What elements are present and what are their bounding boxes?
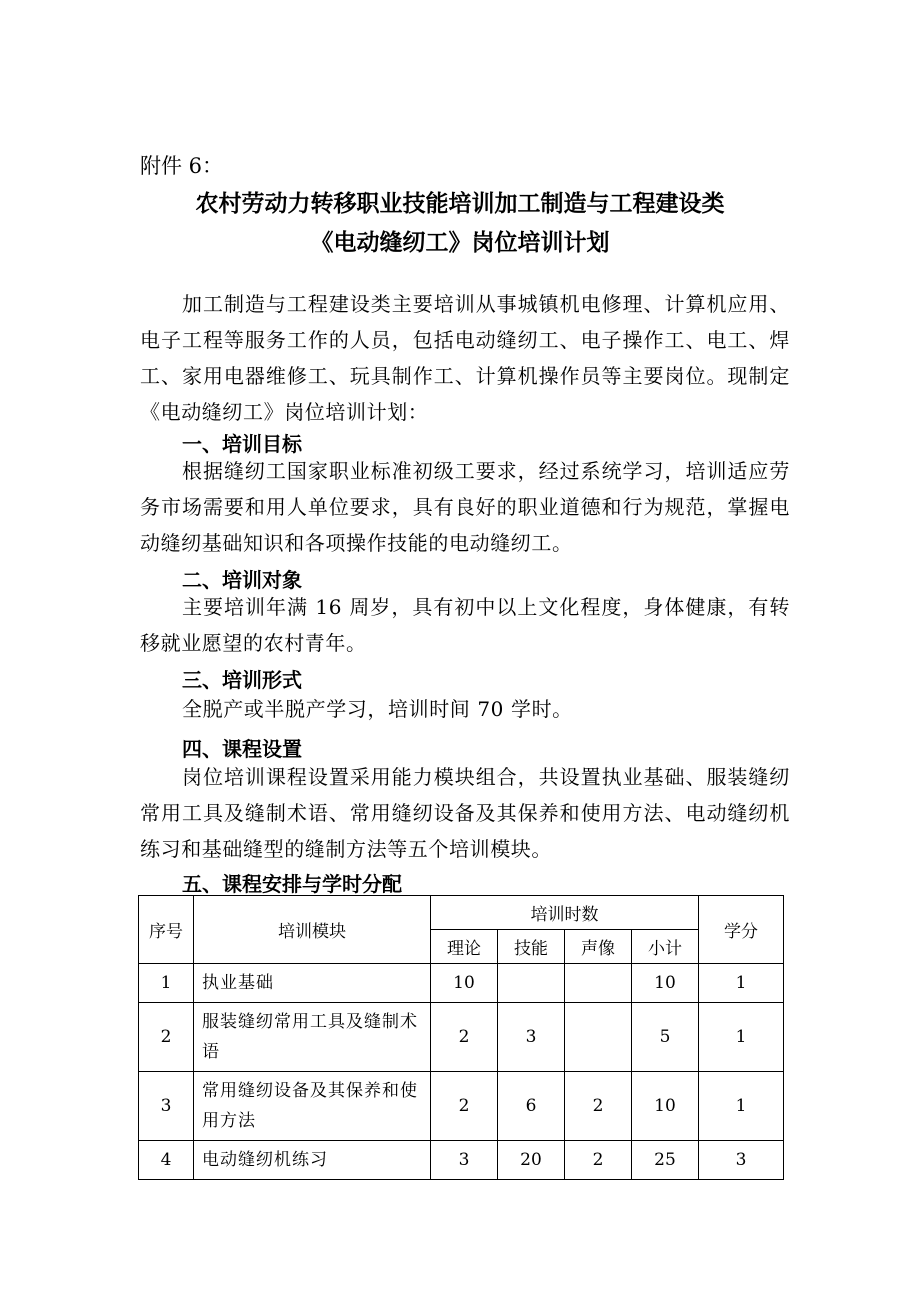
- section-heading-courses: 四、课程设置: [182, 737, 302, 761]
- cell-subtotal: 10: [632, 1072, 699, 1141]
- section-heading-target: 二、培训对象: [182, 568, 302, 592]
- schedule-table: [138, 895, 784, 1180]
- section-heading-schedule: 五、课程安排与学时分配: [182, 872, 402, 896]
- header-subtotal: 小计: [632, 930, 699, 964]
- header-no: 序号: [139, 896, 194, 964]
- cell-module: 常用缝纫设备及其保养和使用方法: [194, 1072, 431, 1141]
- cell-module: 服装缝纫常用工具及缝制术语: [194, 1003, 431, 1072]
- cell-theory: 3: [431, 1141, 498, 1180]
- table-header-row: [139, 896, 784, 930]
- cell-subtotal: 10: [632, 964, 699, 1003]
- cell-skill: [498, 964, 565, 1003]
- cell-module: 电动缝纫机练习: [194, 1141, 431, 1180]
- header-credit: 学分: [699, 896, 784, 964]
- header-module: 培训模块: [194, 896, 431, 964]
- header-av: 声像: [565, 930, 632, 964]
- header-theory: 理论: [431, 930, 498, 964]
- cell-theory: 10: [431, 964, 498, 1003]
- cell-module: 执业基础: [194, 964, 431, 1003]
- cell-no: 4: [139, 1141, 194, 1180]
- section-text-target: 主要培训年满 16 周岁，具有初中以上文化程度，身体健康，有转移就业愿望的农村青年。: [140, 595, 790, 655]
- cell-no: 3: [139, 1072, 194, 1141]
- document-title: 农村劳动力转移职业技能培训加工制造与工程建设类: [195, 191, 725, 217]
- table-row: [139, 1003, 784, 1072]
- table-row: [139, 1141, 784, 1180]
- document-subtitle: 《电动缝纫工》岗位培训计划: [310, 230, 610, 256]
- cell-credit: 1: [699, 1003, 784, 1072]
- cell-no: 1: [139, 964, 194, 1003]
- intro-paragraph: 加工制造与工程建设类主要培训从事城镇机电修理、计算机应用、电子工程等服务工作的人员，包括电动缝纫工、电子操作工、电工、焊工、家用电器维修工、玩具制作工、计算机操作员等主要岗位。现制定《电动缝纫工》岗位培训计划：: [140, 292, 790, 424]
- cell-av: 2: [565, 1072, 632, 1141]
- cell-credit: 1: [699, 964, 784, 1003]
- cell-credit: 3: [699, 1141, 784, 1180]
- section-text-courses: 岗位培训课程设置采用能力模块组合，共设置执业基础、服装缝纫常用工具及缝制术语、常用缝纫设备及其保养和使用方法、电动缝纫机练习和基础缝型的缝制方法等五个培训模块。: [140, 765, 790, 861]
- cell-theory: 2: [431, 1003, 498, 1072]
- attachment-label: 附件 6：: [140, 154, 224, 178]
- table-row: [139, 1072, 784, 1141]
- section-text-goals: 根据缝纫工国家职业标准初级工要求，经过系统学习，培训适应劳务市场需要和用人单位要求，具有良好的职业道德和行为规范，掌握电动缝纫基础知识和各项操作技能的电动缝纫工。: [140, 459, 790, 555]
- cell-subtotal: 5: [632, 1003, 699, 1072]
- cell-skill: 6: [498, 1072, 565, 1141]
- cell-skill: 20: [498, 1141, 565, 1180]
- cell-theory: 2: [431, 1072, 498, 1141]
- section-text-format: 全脱产或半脱产学习，培训时间 70 学时。: [182, 697, 573, 721]
- section-heading-format: 三、培训形式: [182, 668, 302, 692]
- cell-av: [565, 964, 632, 1003]
- cell-credit: 1: [699, 1072, 784, 1141]
- cell-av: [565, 1003, 632, 1072]
- section-heading-goals: 一、培训目标: [182, 432, 302, 456]
- header-skill: 技能: [498, 930, 565, 964]
- cell-no: 2: [139, 1003, 194, 1072]
- cell-subtotal: 25: [632, 1141, 699, 1180]
- cell-av: 2: [565, 1141, 632, 1180]
- header-hours: 培训时数: [431, 896, 699, 930]
- cell-skill: 3: [498, 1003, 565, 1072]
- table-row: [139, 964, 784, 1003]
